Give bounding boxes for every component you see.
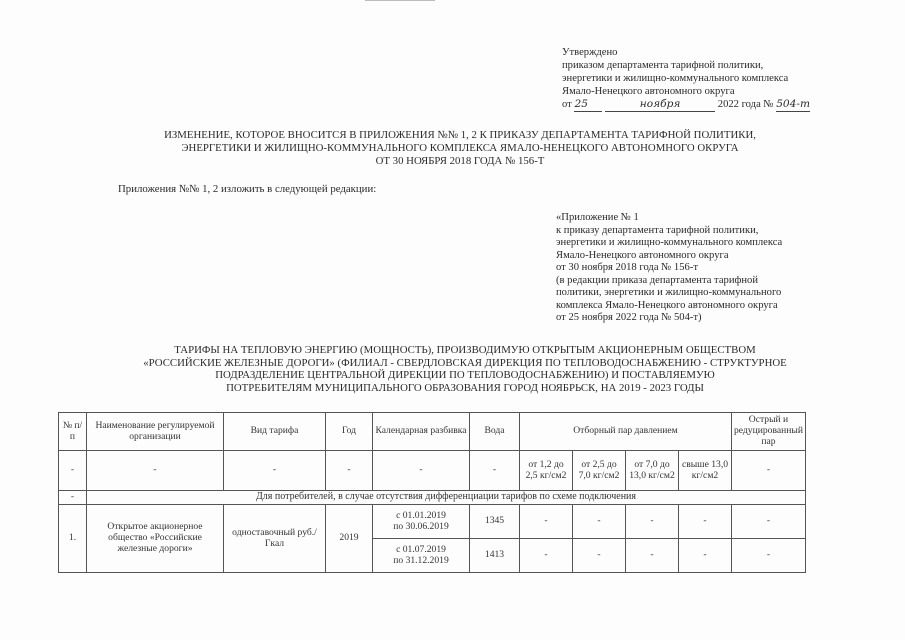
approved-number: 504-т [776,98,811,110]
steam-col-2: от 2,5 до 7,0 кг/см2 [573,451,626,491]
approval-stamp [562,46,892,112]
row-period: с 01.07.2019 по 31.12.2019 [373,539,470,573]
document-heading: ИЗМЕНЕНИЕ, КОТОРОЕ ВНОСИТСЯ В ПРИЛОЖЕНИЯ №№ 1, 2 К ПРИКАЗУ ДЕПАРТАМЕНТА ТАРИФНОЙ ПОЛИТИКИ, ЭНЕРГЕТИКИ И ЖИЛИЩНО-КОММУНАЛЬНОГО КОМПЛЕКСА ЯМАЛО-НЕНЕЦКОГО АВТОНОМНОГО ОКРУГА ОТ 30 НОЯБРЯ 2018 ГОДА № 156-Т [164,129,756,167]
row-tariff-type: одноставочный руб./Гкал [224,505,326,573]
steam-col-3: от 7,0 до 13,0 кг/см2 [626,451,679,491]
table-row: 1. Открытое акционерное общество «Российские железные дороги» одноставочный руб./Гкал 2019 с 01.01.2019 по 30.06.2019 1345 - - - - - [59,505,806,539]
appendix-header: «Приложение № 1 к приказу департамента тарифной политики, энергетики и жилищно-коммунального комплекса Ямало-Ненецкого автономного округа от 30 ноября 2018 года № 156-т (в редакции приказа департамента тарифной политики, энергетики и жилищно-коммунального комплекса Ямало-Ненецкого автономного округа от 25 ноября 2022 года № 504-т) [556,212,886,325]
table-row: с 01.07.2019 по 31.12.2019 1413 - - - - - [59,539,806,573]
steam-col-1: от 1,2 до 2,5 кг/см2 [520,451,573,491]
header-row [59,413,806,451]
tariff-table [58,412,806,573]
approved-line: Ямало-Ненецкого автономного округа [562,86,735,97]
section-label: Для потребителей, в случае отсутствия дифференциации тарифов по схеме подключения [87,491,806,505]
appendix-date: от 25 ноября 2022 года № 504-т) [556,312,702,323]
approved-day: 25 [574,98,602,112]
steam-col-4: свыше 13,0 кг/см2 [679,451,732,491]
approved-month: ноября [605,98,715,112]
table-title: ТАРИФЫ НА ТЕПЛОВУЮ ЭНЕРГИЮ (МОЩНОСТЬ), ПРОИЗВОДИМУЮ ОТКРЫТЫМ АКЦИОНЕРНЫМ ОБЩЕСТВОМ «РОССИЙСКИЕ ЖЕЛЕЗНЫЕ ДОРОГИ» (ФИЛИАЛ - СВЕРДЛОВСКАЯ ДИРЕКЦИЯ ПО ТЕПЛОВОДОСНАБЖЕНИЮ - СТРУКТУРНОЕ ПОДРАЗДЕЛЕНИЕ ЦЕНТРАЛЬНОЙ ДИРЕКЦИИ ПО ТЕПЛОВОДОСНАБЖЕНИЮ) И ПОСТАВЛЯЕМУЮ ПОТРЕБИТЕЛЯМ МУНИЦИПАЛЬНОГО ОБРАЗОВАНИЯ ГОРОД НОЯБРЬСК, НА 2019 - 2023 ГОДЫ [143,344,787,394]
header-num: № п/п [59,413,87,451]
header-tariff-type: Вид тарифа [224,413,326,451]
header-water: Вода [470,413,520,451]
header-steam: Отборный пар давлением [520,413,732,451]
subheader-row: - - - - - - от 1,2 до 2,5 кг/см2 от 2,5 до 7,0 кг/см2 от 7,0 до 13,0 кг/см2 свыше 13,0 кг/см2 - [59,451,806,491]
row-num: 1. [59,505,87,573]
approved-line: энергетики и жилищно-коммунального комплекса [562,73,789,84]
approved-date: от 25 ноября 2022 года № 504-т [562,98,811,110]
header-period: Календарная разбивка [373,413,470,451]
appendix-month: ноября [581,312,613,323]
row-org: Открытое акционерное общество «Российские железные дороги» [87,505,224,573]
row-year: 2019 [326,505,373,573]
appendix-day: 25 [568,312,580,323]
row-period: с 01.01.2019 по 30.06.2019 [373,505,470,539]
header-org: Наименование регулируемой организации [87,413,224,451]
header-year: Год [326,413,373,451]
approved-title: Утверждено [562,47,618,58]
approved-line: приказом департамента тарифной политики, [562,60,764,71]
header-sharp-steam: Острый и редуцированный пар [732,413,806,451]
page-top-mark [365,0,435,3]
row-water: 1413 [470,539,520,573]
row-water: 1345 [470,505,520,539]
appendix-number: 504-т) [673,312,702,323]
intro-text: Приложения №№ 1, 2 изложить в следующей редакции: [118,183,377,195]
section-row: - Для потребителей, в случае отсутствия дифференциации тарифов по схеме подключения [59,491,806,505]
